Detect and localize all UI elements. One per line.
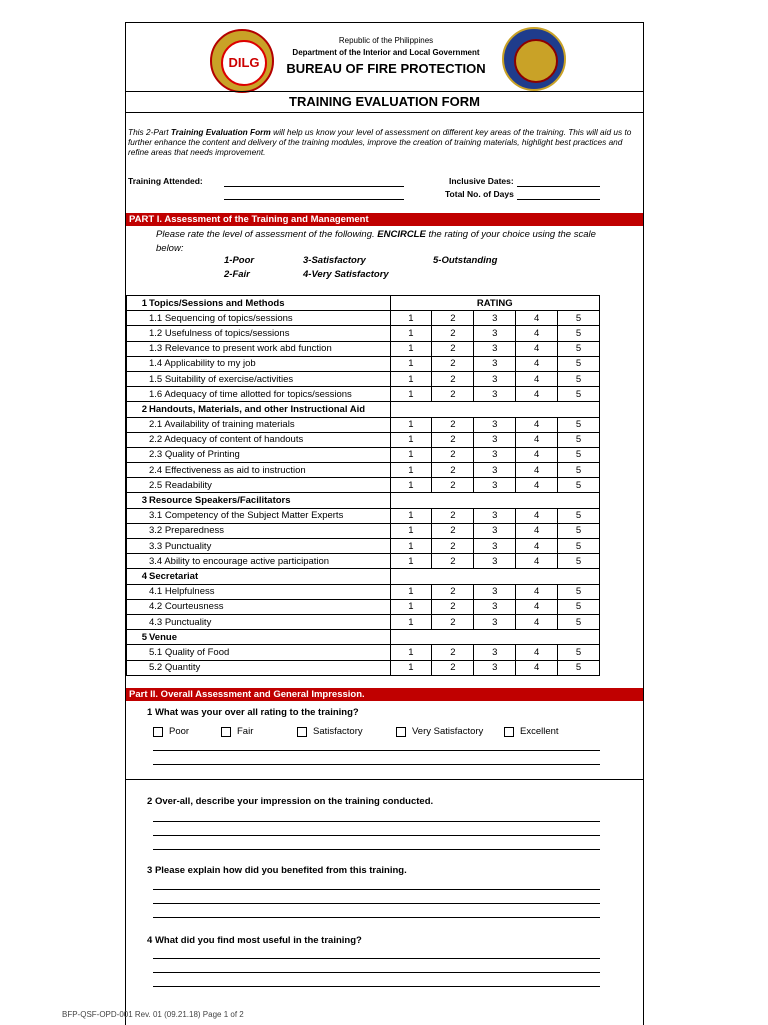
- q1-answer-line[interactable]: [153, 750, 600, 751]
- rating-option-3[interactable]: 3: [474, 417, 516, 432]
- criterion-label: 3.2 Preparedness: [127, 523, 391, 538]
- rating-option-4[interactable]: 4: [516, 447, 558, 462]
- rating-option-4[interactable]: 4: [516, 645, 558, 660]
- q2-answer-line[interactable]: [153, 849, 600, 850]
- total-days-label: Total No. of Days: [445, 189, 514, 199]
- rating-option-5[interactable]: 5: [558, 539, 600, 554]
- rating-option-3[interactable]: 3: [474, 463, 516, 478]
- rating-row: [127, 326, 600, 341]
- form-header: [126, 23, 643, 91]
- rating-option-5[interactable]: 5: [558, 387, 600, 402]
- rating-option-4[interactable]: 4: [516, 341, 558, 356]
- rating-option-3[interactable]: 3: [474, 584, 516, 599]
- rating-option-4[interactable]: 4: [516, 523, 558, 538]
- department-line: Department of the Interior and Local Government: [292, 48, 480, 57]
- rating-option-5[interactable]: 5: [558, 326, 600, 341]
- q2-answer-line[interactable]: [153, 835, 600, 836]
- rating-option-4[interactable]: 4: [516, 311, 558, 326]
- rating-option-1[interactable]: 1: [390, 326, 432, 341]
- criterion-label: 1.5 Suitability of exercise/activities: [127, 371, 391, 386]
- rating-option-2[interactable]: 2: [432, 387, 474, 402]
- question-1: 1 What was your over all rating to the training?: [147, 707, 359, 718]
- rating-option-4[interactable]: 4: [516, 356, 558, 371]
- rating-option-3[interactable]: 3: [474, 660, 516, 675]
- criterion-label: 2.2 Adequacy of content of handouts: [127, 432, 391, 447]
- option-satisfactory[interactable]: Satisfactory: [297, 726, 363, 737]
- training-attended-line2[interactable]: [224, 199, 404, 200]
- form-footer: BFP-QSF-OPD-001 Rev. 01 (09.21.18) Page 1 of 2: [62, 1010, 244, 1019]
- rating-option-3[interactable]: 3: [474, 432, 516, 447]
- rating-option-1[interactable]: 1: [390, 463, 432, 478]
- rating-option-4[interactable]: 4: [516, 371, 558, 386]
- section-row: [127, 569, 600, 584]
- question-4: 4 What did you find most useful in the training?: [147, 935, 362, 946]
- form-title: TRAINING EVALUATION FORM: [126, 91, 643, 113]
- rating-option-2[interactable]: 2: [432, 539, 474, 554]
- rating-row: [127, 341, 600, 356]
- rating-row: [127, 508, 600, 523]
- section-title: 2 Handouts, Materials, and other Instructional Aid: [127, 402, 391, 417]
- rating-row: [127, 614, 600, 629]
- rating-option-3[interactable]: 3: [474, 614, 516, 629]
- rating-option-1[interactable]: 1: [390, 478, 432, 493]
- rating-row: [127, 599, 600, 614]
- rating-option-2[interactable]: 2: [432, 584, 474, 599]
- rating-option-4[interactable]: 4: [516, 508, 558, 523]
- inclusive-dates-line[interactable]: [517, 186, 600, 187]
- rating-row: [127, 387, 600, 402]
- rating-option-4[interactable]: 4: [516, 584, 558, 599]
- rating-option-4[interactable]: 4: [516, 614, 558, 629]
- rating-option-1[interactable]: 1: [390, 508, 432, 523]
- criterion-label: 4.3 Punctuality: [127, 614, 391, 629]
- rating-option-5[interactable]: 5: [558, 341, 600, 356]
- rating-option-2[interactable]: 2: [432, 311, 474, 326]
- rating-option-1[interactable]: 1: [390, 371, 432, 386]
- rating-row: [127, 311, 600, 326]
- rating-option-5[interactable]: 5: [558, 356, 600, 371]
- criterion-label: 1.2 Usefulness of topics/sessions: [127, 326, 391, 341]
- rating-option-2[interactable]: 2: [432, 554, 474, 569]
- option-poor[interactable]: Poor: [153, 726, 189, 737]
- rating-option-4[interactable]: 4: [516, 463, 558, 478]
- criterion-label: 2.1 Availability of training materials: [127, 417, 391, 432]
- rating-option-4[interactable]: 4: [516, 554, 558, 569]
- rating-row: [127, 660, 600, 675]
- section-row: [127, 493, 600, 508]
- rating-option-3[interactable]: 3: [474, 478, 516, 493]
- rating-option-1[interactable]: 1: [390, 387, 432, 402]
- rating-row: [127, 645, 600, 660]
- part1-title: PART I. Assessment of the Training and Management: [126, 213, 643, 226]
- rating-option-3[interactable]: 3: [474, 387, 516, 402]
- rating-option-4[interactable]: 4: [516, 478, 558, 493]
- rating-option-2[interactable]: 2: [432, 478, 474, 493]
- intro-text: This 2-Part Training Evaluation Form will help us know your level of assessment on different key areas of the training. This will aid us to further enhance the content and delivery of the training modules, improve the creation of training materials, highlight best practices and refine areas that needs improvement.: [128, 127, 632, 157]
- q4-answer-line[interactable]: [153, 972, 600, 973]
- rating-option-5[interactable]: 5: [558, 417, 600, 432]
- rating-table: [126, 295, 600, 676]
- scale-poor: 1-Poor: [224, 255, 255, 266]
- rating-option-1[interactable]: 1: [390, 645, 432, 660]
- section-divider: [126, 779, 643, 780]
- rating-option-2[interactable]: 2: [432, 447, 474, 462]
- checkbox-icon[interactable]: [504, 727, 514, 737]
- rating-row: [127, 432, 600, 447]
- rating-option-1[interactable]: 1: [390, 417, 432, 432]
- rating-option-4[interactable]: 4: [516, 326, 558, 341]
- bfp-seal: [502, 27, 566, 91]
- criterion-label: 1.6 Adequacy of time allotted for topics/sessions: [127, 387, 391, 402]
- rating-row: [127, 447, 600, 462]
- criterion-label: 1.1 Sequencing of topics/sessions: [127, 311, 391, 326]
- q3-answer-line[interactable]: [153, 889, 600, 890]
- criterion-label: 1.3 Relevance to present work abd function: [127, 341, 391, 356]
- rating-option-2[interactable]: 2: [432, 432, 474, 447]
- rating-option-2[interactable]: 2: [432, 645, 474, 660]
- rating-row: [127, 554, 600, 569]
- option-very-satisfactory[interactable]: Very Satisfactory: [396, 726, 483, 737]
- criterion-label: 4.1 Helpfulness: [127, 584, 391, 599]
- rating-option-3[interactable]: 3: [474, 311, 516, 326]
- rating-option-5[interactable]: 5: [558, 447, 600, 462]
- rating-option-2[interactable]: 2: [432, 599, 474, 614]
- training-attended-label: Training Attended:: [128, 176, 203, 186]
- rating-option-3[interactable]: 3: [474, 371, 516, 386]
- rating-option-5[interactable]: 5: [558, 508, 600, 523]
- inclusive-dates-label: Inclusive Dates:: [449, 176, 514, 186]
- rating-header-row: [127, 296, 600, 311]
- total-days-line[interactable]: [517, 199, 600, 200]
- rating-option-3[interactable]: 3: [474, 508, 516, 523]
- rating-option-5[interactable]: 5: [558, 311, 600, 326]
- rating-option-4[interactable]: 4: [516, 660, 558, 675]
- section-row: [127, 630, 600, 645]
- rating-option-5[interactable]: 5: [558, 478, 600, 493]
- scale-fair: 2-Fair: [224, 269, 250, 280]
- rating-option-2[interactable]: 2: [432, 356, 474, 371]
- checkbox-icon[interactable]: [153, 727, 163, 737]
- rating-row: [127, 584, 600, 599]
- section-title: 3 Resource Speakers/Facilitators: [127, 493, 391, 508]
- scale-very-satisfactory: 4-Very Satisfactory: [303, 269, 389, 280]
- rating-option-1[interactable]: 1: [390, 539, 432, 554]
- rating-option-4[interactable]: 4: [516, 539, 558, 554]
- part1-instructions: Please rate the level of assessment of the following. ENCIRCLE the rating of your choice using the scale below:: [156, 229, 596, 254]
- criterion-label: 3.3 Punctuality: [127, 539, 391, 554]
- rating-option-1[interactable]: 1: [390, 341, 432, 356]
- criterion-label: 2.3 Quality of Printing: [127, 447, 391, 462]
- q1-answer-line[interactable]: [153, 764, 600, 765]
- rating-option-3[interactable]: 3: [474, 599, 516, 614]
- criterion-label: 2.4 Effectiveness as aid to instruction: [127, 463, 391, 478]
- rating-row: [127, 523, 600, 538]
- rating-option-1[interactable]: 1: [390, 447, 432, 462]
- rating-option-1[interactable]: 1: [390, 614, 432, 629]
- rating-option-4[interactable]: 4: [516, 417, 558, 432]
- rating-option-1[interactable]: 1: [390, 660, 432, 675]
- rating-row: [127, 463, 600, 478]
- rating-option-5[interactable]: 5: [558, 432, 600, 447]
- rating-row: [127, 356, 600, 371]
- rating-option-3[interactable]: 3: [474, 447, 516, 462]
- rating-row: [127, 478, 600, 493]
- part2-title: Part II. Overall Assessment and General Impression.: [126, 688, 643, 701]
- section-title: 5 Venue: [127, 630, 391, 645]
- section-row: [127, 402, 600, 417]
- rating-option-1[interactable]: 1: [390, 432, 432, 447]
- rating-option-5[interactable]: 5: [558, 660, 600, 675]
- rating-option-5[interactable]: 5: [558, 599, 600, 614]
- rating-option-1[interactable]: 1: [390, 599, 432, 614]
- rating-option-2[interactable]: 2: [432, 341, 474, 356]
- training-attended-line1[interactable]: [224, 186, 404, 187]
- rating-option-1[interactable]: 1: [390, 356, 432, 371]
- question-2: 2 Over-all, describe your impression on the training conducted.: [147, 796, 434, 807]
- rating-option-2[interactable]: 2: [432, 508, 474, 523]
- rating-option-1[interactable]: 1: [390, 311, 432, 326]
- form-page: [125, 22, 644, 1025]
- rating-option-5[interactable]: 5: [558, 554, 600, 569]
- criterion-label: 2.5 Readability: [127, 478, 391, 493]
- rating-option-5[interactable]: 5: [558, 645, 600, 660]
- q3-answer-line[interactable]: [153, 917, 600, 918]
- option-excellent[interactable]: Excellent: [504, 726, 559, 737]
- question-3: 3 Please explain how did you benefited from this training.: [147, 865, 407, 876]
- rating-row: [127, 417, 600, 432]
- scale-satisfactory: 3-Satisfactory: [303, 255, 366, 266]
- bureau-line: BUREAU OF FIRE PROTECTION: [286, 61, 486, 76]
- checkbox-icon[interactable]: [297, 727, 307, 737]
- rating-option-5[interactable]: 5: [558, 463, 600, 478]
- dilg-seal: [210, 29, 274, 93]
- checkbox-icon[interactable]: [221, 727, 231, 737]
- checkbox-icon[interactable]: [396, 727, 406, 737]
- rating-option-2[interactable]: 2: [432, 614, 474, 629]
- q3-answer-line[interactable]: [153, 903, 600, 904]
- rating-option-2[interactable]: 2: [432, 523, 474, 538]
- criterion-label: 5.2 Quantity: [127, 660, 391, 675]
- rating-header: RATING: [390, 296, 600, 311]
- scale-outstanding: 5-Outstanding: [433, 255, 498, 266]
- criterion-label: 3.1 Competency of the Subject Matter Experts: [127, 508, 391, 523]
- criterion-label: 5.1 Quality of Food: [127, 645, 391, 660]
- section-title: 1 Topics/Sessions and Methods: [127, 296, 391, 311]
- option-fair[interactable]: Fair: [221, 726, 253, 737]
- rating-option-3[interactable]: 3: [474, 523, 516, 538]
- rating-option-3[interactable]: 3: [474, 539, 516, 554]
- rating-option-2[interactable]: 2: [432, 463, 474, 478]
- q4-answer-line[interactable]: [153, 958, 600, 959]
- rating-option-3[interactable]: 3: [474, 554, 516, 569]
- rating-option-2[interactable]: 2: [432, 371, 474, 386]
- rating-option-2[interactable]: 2: [432, 660, 474, 675]
- rating-option-2[interactable]: 2: [432, 417, 474, 432]
- rating-option-3[interactable]: 3: [474, 341, 516, 356]
- q2-answer-line[interactable]: [153, 821, 600, 822]
- q4-answer-line[interactable]: [153, 986, 600, 987]
- criterion-label: 3.4 Ability to encourage active participation: [127, 554, 391, 569]
- criterion-label: 4.2 Courteusness: [127, 599, 391, 614]
- rating-row: [127, 539, 600, 554]
- rating-option-2[interactable]: 2: [432, 326, 474, 341]
- rating-row: [127, 371, 600, 386]
- rating-option-5[interactable]: 5: [558, 614, 600, 629]
- section-title: 4 Secretariat: [127, 569, 391, 584]
- rating-option-5[interactable]: 5: [558, 371, 600, 386]
- rating-option-4[interactable]: 4: [516, 599, 558, 614]
- criterion-label: 1.4 Applicability to my job: [127, 356, 391, 371]
- rating-option-4[interactable]: 4: [516, 387, 558, 402]
- rating-option-3[interactable]: 3: [474, 326, 516, 341]
- dilg-seal-text: DILG: [221, 40, 267, 86]
- rating-option-1[interactable]: 1: [390, 554, 432, 569]
- rating-option-5[interactable]: 5: [558, 584, 600, 599]
- rating-option-3[interactable]: 3: [474, 645, 516, 660]
- rating-option-3[interactable]: 3: [474, 356, 516, 371]
- rating-option-1[interactable]: 1: [390, 584, 432, 599]
- republic-line: Republic of the Philippines: [338, 36, 434, 45]
- rating-option-4[interactable]: 4: [516, 432, 558, 447]
- rating-option-5[interactable]: 5: [558, 523, 600, 538]
- rating-option-1[interactable]: 1: [390, 523, 432, 538]
